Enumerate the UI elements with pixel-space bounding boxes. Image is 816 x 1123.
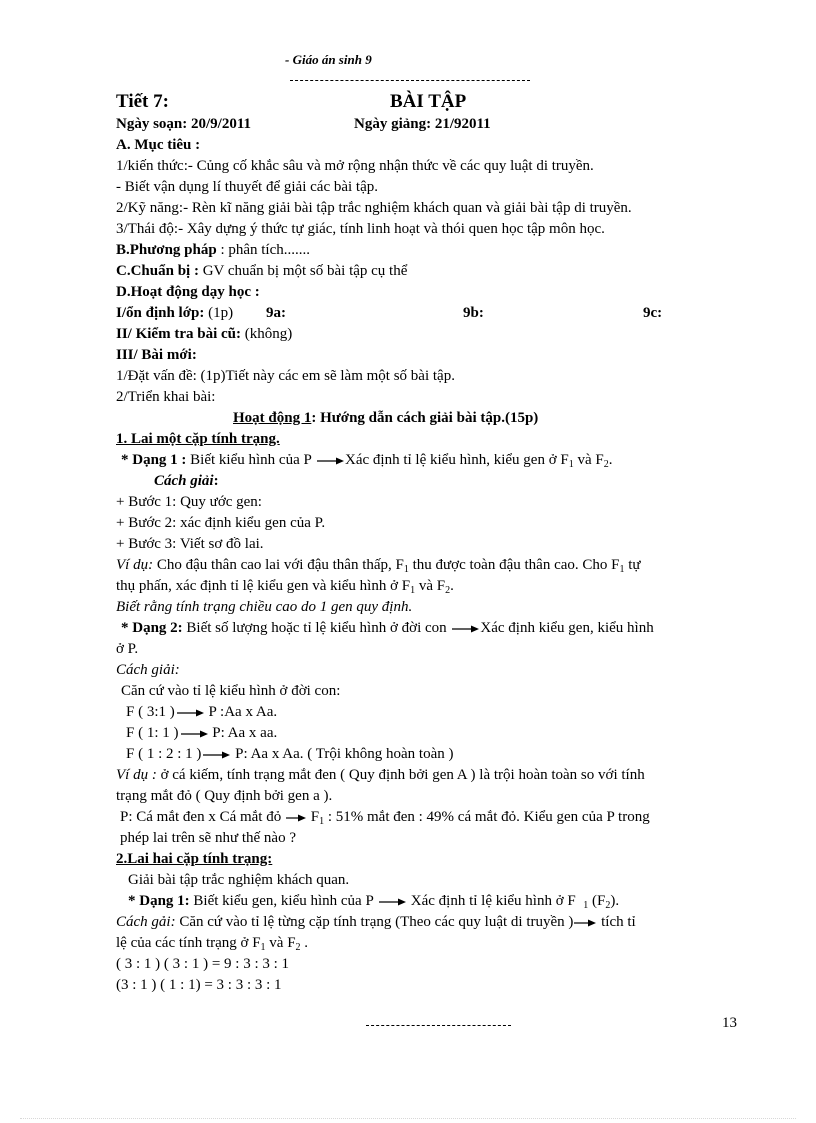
solve-label: Cách giải	[154, 473, 214, 489]
subscript-2: 2	[445, 585, 451, 596]
s2-solve-line-2	[116, 933, 746, 954]
s2-solve-text-a: Căn cứ vào tỉ lệ từng cặp tính trạng (Theo các quy luật di truyền )	[175, 914, 574, 930]
example2-line	[116, 765, 746, 786]
s2-form1-text-a: Biết kiểu gen, kiểu hình của P	[189, 893, 377, 909]
dates-line	[116, 114, 746, 135]
right-arrow-icon	[285, 813, 307, 823]
teach-date: Ngày giảng: 21/92011	[354, 116, 491, 132]
check-line	[116, 324, 746, 345]
subscript-1: 1	[260, 942, 266, 953]
example-line-2	[116, 576, 746, 597]
example2-text-a: thụ phấn, xác định tỉ lệ kiểu gen và kiểu hình ở F	[116, 578, 411, 594]
objective-apply: - Biết vận dụng lí thuyết để giải các bài tập.	[116, 179, 379, 195]
form1-text-b: Xác định tỉ lệ kiểu hình, kiểu gen ở F	[345, 452, 569, 468]
formula-1: ( 3 : 1 ) ( 3 : 1 ) = 9 : 3 : 3 : 1	[116, 956, 290, 972]
s2-solve-label: Cách gải:	[116, 914, 176, 930]
intro-line: 1/Đặt vấn đề: (1p)Tiết này các em sẽ làm một số bài tập.	[116, 368, 455, 384]
s2-solve2-text-b: và F	[265, 935, 296, 951]
check-label: II/ Kiểm tra bài cũ:	[116, 326, 241, 342]
title-line	[116, 90, 746, 114]
ratio2-b: P: Aa x aa.	[208, 725, 278, 741]
section1-heading: 1. Lai một cặp tính trạng.	[116, 431, 280, 447]
ratio-row-2	[116, 723, 746, 744]
lesson-number: Tiết 7:	[116, 91, 169, 112]
prep-label: C.Chuẩn bị :	[116, 263, 199, 279]
solve-colon: :	[213, 473, 219, 489]
page-number: 13	[722, 1015, 737, 1031]
section2-intro-text: Giải bài tập trắc nghiệm khách quan.	[128, 872, 350, 888]
prep-date: Ngày soạn: 20/9/2011	[116, 116, 252, 132]
cross-text-b: F	[306, 809, 320, 825]
section2-heading: 2.Lai hai cặp tính trạng:	[116, 851, 273, 867]
method-line	[116, 240, 746, 261]
formula-2: (3 : 1 ) ( 1 : 1) = 3 : 3 : 3 : 1	[116, 977, 282, 993]
s2-solve2-text-a: lệ của các tính trạng ở F	[116, 935, 261, 951]
form1-text-a: Biết kiểu hình của P	[186, 452, 316, 468]
base-text: Căn cứ vào tỉ lệ kiểu hình ở đời con:	[121, 683, 341, 699]
activities-heading: D.Hoạt động dạy học :	[116, 284, 260, 300]
form2-line	[116, 618, 746, 639]
activity1-heading	[116, 408, 746, 429]
form2-label: * Dạng 2:	[121, 620, 183, 636]
stabilize-line	[116, 303, 746, 324]
cross2-text: phép lai trên sẽ như thế nào ?	[120, 830, 296, 846]
right-arrow-icon	[377, 897, 407, 907]
deploy-line: 2/Triển khai bài:	[116, 389, 216, 405]
ratio2-a: F ( 1: 1 )	[126, 725, 179, 741]
ratio1-b: P :Aa x Aa.	[204, 704, 278, 720]
new-lesson-heading: III/ Bài mới:	[116, 347, 197, 363]
prep-text: GV chuẩn bị một số bài tập cụ thể	[198, 263, 408, 279]
form2-text-b: Xác định kiểu gen, kiểu hình	[480, 620, 654, 636]
s2-solve2-text-c: .	[300, 935, 309, 951]
objective-knowledge: 1/kiến thức:- Củng cố khắc sâu và mở rộng nhận thức về các quy luật di truyền.	[116, 158, 594, 174]
right-arrow-icon	[573, 918, 597, 928]
objective-skill: 2/Kỹ năng:- Rèn kĩ năng giải bài tập trắc nghiệm khách quan và giải bài tập di truyền.	[116, 200, 632, 216]
s2-form1-text-d: ).	[610, 893, 620, 909]
step-2: + Bước 2: xác định kiểu gen của P.	[116, 515, 326, 531]
note-line: Biết rằng tính trạng chiều cao do 1 gen quy định.	[116, 599, 413, 615]
right-arrow-icon	[450, 624, 480, 634]
activity1-title: : Hướng dẫn cách giải bài tập.(15p)	[311, 410, 539, 426]
s2-form1-label: * Dạng 1:	[128, 893, 190, 909]
subscript-1: 1	[619, 564, 625, 575]
right-arrow-icon	[179, 729, 209, 739]
form1-text-d: .	[608, 452, 613, 468]
base-line	[116, 681, 746, 702]
ratio-row-1	[116, 702, 746, 723]
form1-label: * Dạng 1 :	[121, 452, 187, 468]
page-title: BÀI TẬP	[390, 91, 467, 112]
form2-line-2: ở P.	[116, 641, 139, 657]
example-text-c: tự	[624, 557, 641, 573]
method-text: : phân tích.......	[216, 242, 311, 258]
cross-line	[116, 807, 746, 828]
s2-solve-line	[116, 912, 746, 933]
right-arrow-icon	[315, 456, 345, 466]
prep-line	[116, 261, 746, 282]
right-arrow-icon	[175, 708, 205, 718]
step-1: + Bước 1: Quy ước gen:	[116, 494, 262, 510]
example2-line-2: trạng mắt đỏ ( Quy định bởi gen a ).	[116, 788, 333, 804]
objectives-heading: A. Mục tiêu :	[116, 137, 201, 153]
objective-attitude: 3/Thái độ:- Xây dựng ý thức tự giác, tính linh hoạt và thói quen học tập môn học.	[116, 221, 605, 237]
form1-line	[116, 450, 746, 471]
ratio3-b: P: Aa x Aa. ( Trội không hoàn toàn )	[231, 746, 454, 762]
class-9c: 9c:	[643, 305, 663, 321]
example-line	[116, 555, 746, 576]
form1-text-c: và F	[573, 452, 604, 468]
s2-form1-text-c: (F	[588, 893, 606, 909]
solve-line	[116, 471, 746, 492]
step-3: + Bước 3: Viết sơ đồ lai.	[116, 536, 264, 552]
header-text: - Giáo án sinh 9	[285, 52, 372, 67]
check-text: (không)	[241, 326, 293, 342]
ratio3-a: F ( 1 : 2 : 1 )	[126, 746, 202, 762]
class-9b: 9b:	[463, 305, 484, 321]
section2-intro	[116, 870, 746, 891]
method-label: B.Phương pháp	[116, 242, 217, 258]
subscript-1: 1	[568, 459, 574, 470]
stabilize-text: (1p)	[204, 305, 234, 321]
subscript-2: 2	[605, 900, 611, 911]
document-body	[116, 90, 746, 996]
example-label: Ví dụ:	[116, 557, 154, 573]
example2-text-c: .	[450, 578, 454, 594]
subscript-1: 1	[410, 585, 416, 596]
example2-text: ở cá kiếm, tính trạng mắt đen ( Quy định bởi gen A ) là trội hoàn toàn so với tính	[156, 767, 645, 783]
s2-form1-text-b: Xác định tỉ lệ kiểu hình ở F	[407, 893, 576, 909]
example-text-a: Cho đậu thân cao lai với đậu thân thấp, F	[153, 557, 404, 573]
subscript-1: 1	[319, 816, 325, 827]
ratio-row-3	[116, 744, 746, 765]
header-rule	[290, 80, 530, 81]
cross-text-a: P: Cá mắt đen x Cá mắt đỏ	[120, 809, 285, 825]
example-text-b: thu được toàn đậu thân cao. Cho F	[408, 557, 620, 573]
subscript-1: 1	[403, 564, 409, 575]
right-arrow-icon	[201, 750, 231, 760]
s2-form1-line	[116, 891, 746, 912]
activity1-label: Hoạt động 1	[233, 410, 312, 426]
cross-text-c: : 51% mắt đen : 49% cá mắt đỏ. Kiểu gen của P trong	[324, 809, 650, 825]
example2-label: Ví dụ :	[116, 767, 157, 783]
stabilize-label: I/ổn định lớp:	[116, 305, 205, 321]
page-bottom-border	[20, 1118, 796, 1119]
cross-line-2	[116, 828, 746, 849]
footer-rule	[366, 1025, 511, 1026]
ratio1-a: F ( 3:1 )	[126, 704, 175, 720]
subscript-2: 2	[295, 942, 301, 953]
subscript-1: 1	[583, 900, 589, 911]
example2-text-b: và F	[415, 578, 446, 594]
class-9a: 9a:	[266, 305, 286, 321]
solve2-line: Cách giải:	[116, 662, 180, 678]
subscript-2: 2	[603, 459, 609, 470]
form2-text-a: Biết số lượng hoặc tỉ lệ kiểu hình ở đời con	[182, 620, 451, 636]
s2-solve-text-b: tích tỉ	[597, 914, 636, 930]
